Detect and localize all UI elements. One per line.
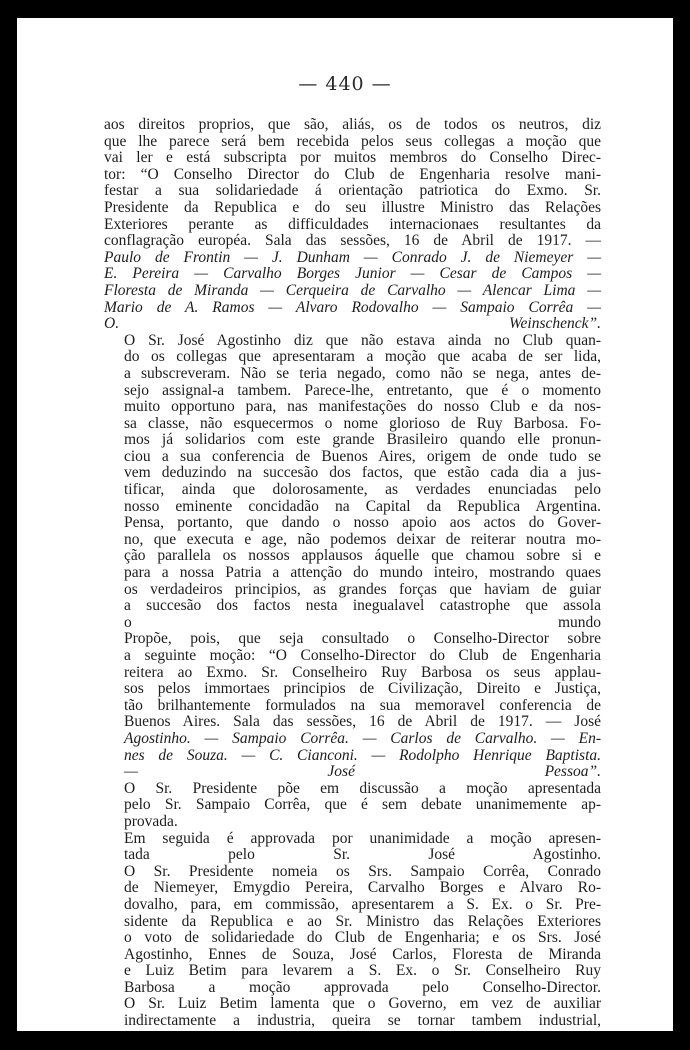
text-line: ção parallela os nossos applausos áquelle que chamou sobre si e [124,547,601,565]
paragraph [104,515,601,631]
text-line: o mundo [124,613,601,631]
text-line: nes de Souza. — C. Cianconi. — Rodolpho Henrique Baptista. [124,746,601,764]
text-line: a succesão dos factos nesta inegualavel catastrophe que assola [124,597,601,615]
text-line: para a nossa Patria a attenção do mundo inteiro, mostrando quaes [124,564,601,582]
text-line: aos direitos proprios, que são, aliás, os de todos os neutros, diz [104,116,601,133]
text-line: Exteriores perante as difficuldades internacionaes resultantes da [104,215,601,233]
text-line: conflagração européa. Sala das sessões, 16 de Abril de 1917. — [104,232,601,250]
text-line: tificar, ainda que dolorosamente, as verdades enunciadas pelo [124,481,601,499]
text-line: muito opportuno para, nas manifestações do nosso Club e da nos- [124,398,601,416]
text-line: Agostinho. — Sampaio Corrêa. — Carlos de Carvalho. — En- [124,729,601,747]
text-line: pelo Sr. Sampaio Corrêa, que é sem debate unanimemente ap- [124,796,601,814]
text-line: Mario de A. Ramos — Alvaro Rodovalho — Sampaio Corrêa — [104,298,601,316]
text-line: que lhe parece será bem recebida pelos seus collegas a moção que [104,132,601,150]
text-line: tor: “O Conselho Director do Club de Engenharia resolve mani- [104,165,601,183]
text-line: — José Pessoa”. [124,763,601,781]
text-line: Presidente da Republica e do seu illustre Ministro das Relações [104,198,601,216]
paragraph [104,781,601,831]
paragraph [104,864,601,997]
text-line: vai ler e está subscripta por muitos membros do Conselho Direc- [104,149,601,167]
text-line: Barbosa a moção approvada pelo Conselho-Director. [124,978,601,996]
text-line: festar a sua solidariedade á orientação patriotica do Exmo. Sr. [104,182,601,200]
text-line: do os collegas que apresentaram a moção que acaba de ser lida, [124,348,601,366]
text-line: sejo assignal-a tambem. Parece-lhe, entretanto, que é o momento [124,381,601,399]
text-line: o voto de solidariedade do Club de Engenharia; e os Srs. José [124,929,601,947]
text-line: dovalho, para, em commissão, apresentarem a S. Ex. o Sr. Pre- [124,895,601,913]
text-line: sa classe, não esquecermos o nome glorioso de Ruy Barbosa. Fo- [124,414,601,432]
text-line: Floresta de Miranda — Cerqueira de Carvalho — Alencar Lima — [104,281,601,299]
paragraph [104,117,601,333]
text-line: mos já solidarios com este grande Brasileiro quando elle pronun- [124,431,601,449]
text-line: provada. [124,812,178,830]
text-line: a seguinte moção: “O Conselho-Director do Club de Engenharia [124,647,601,664]
text-line: sos pelos immortaes principios de Civilização, Direito e Justiça, [124,680,601,698]
text-line: E. Pereira — Carvalho Borges Junior — Cesar de Campos — [104,265,601,283]
paragraph [104,996,601,1029]
body-text [104,117,601,1030]
text-line: indirectamente a industria, queira se tornar tambem industrial, [124,1012,601,1030]
text-line: no, que executa e age, não podemos deixar de reiterar noutra mo- [124,530,601,548]
text-line: Agostinho, Ennes de Souza, José Carlos, Floresta de Miranda [124,945,601,963]
text-line: Paulo de Frontin — J. Dunham — Conrado J. de Niemeyer — [104,248,601,266]
page-sheet [17,18,673,1031]
text-line: e Luiz Betim para levarem a S. Ex. o Sr. Conselheiro Ruy [124,962,601,980]
paragraph [104,631,601,780]
text-line: tada pelo Sr. José Agostinho. [124,846,601,864]
text-line: sidente da Republica e ao Sr. Ministro das Relações Exteriores [124,912,601,930]
text-line: reitera ao Exmo. Sr. Conselheiro Ruy Barbosa os seus applau- [124,663,601,681]
text-line: O. Weinschenck”. [104,315,601,333]
text-line: tão brilhantemente formulados na sua memoravel conferencia de [124,696,601,714]
text-line: O Sr. José Agostinho diz que não estava ainda no Club quan- [124,331,601,349]
text-line: Buenos Aires. Sala das sessões, 16 de Abril de 1917. — José [124,713,601,731]
text-line: O Sr. Luiz Betim lamenta que o Governo, em vez de auxiliar [124,995,601,1013]
text-line: a subscreveram. Não se teria negado, como não se nega, antes de- [124,364,601,382]
page-number: — 440 — [298,73,392,95]
text-line: ciou a sua conferencia de Buenos Aires, origem de onde tudo se [124,447,601,465]
text-line: Em seguida é approvada por unanimidade a moção apresen- [124,829,601,847]
text-line: Pensa, portanto, que dando o nosso apoio aos actos do Gover- [124,514,601,532]
paragraph [104,333,601,516]
paragraph [104,831,601,864]
text-line: de Niemeyer, Emygdio Pereira, Carvalho Borges e Alvaro Ro- [124,879,601,897]
text-line: vem deduzindo na succesão dos factos, que estão cada dia a jus- [124,464,601,482]
text-line: nosso eminente concidadão na Capital da Republica Argentina. [124,497,601,515]
text-line: O Sr. Presidente nomeia os Srs. Sampaio Corrêa, Conrado [124,862,601,880]
text-line: Propõe, pois, que seja consultado o Conselho-Director sobre [124,630,601,648]
text-line: O Sr. Presidente põe em discussão a moção apresentada [124,779,601,797]
text-line: os verdadeiros principios, as grandes forças que haviam de guiar [124,580,601,598]
